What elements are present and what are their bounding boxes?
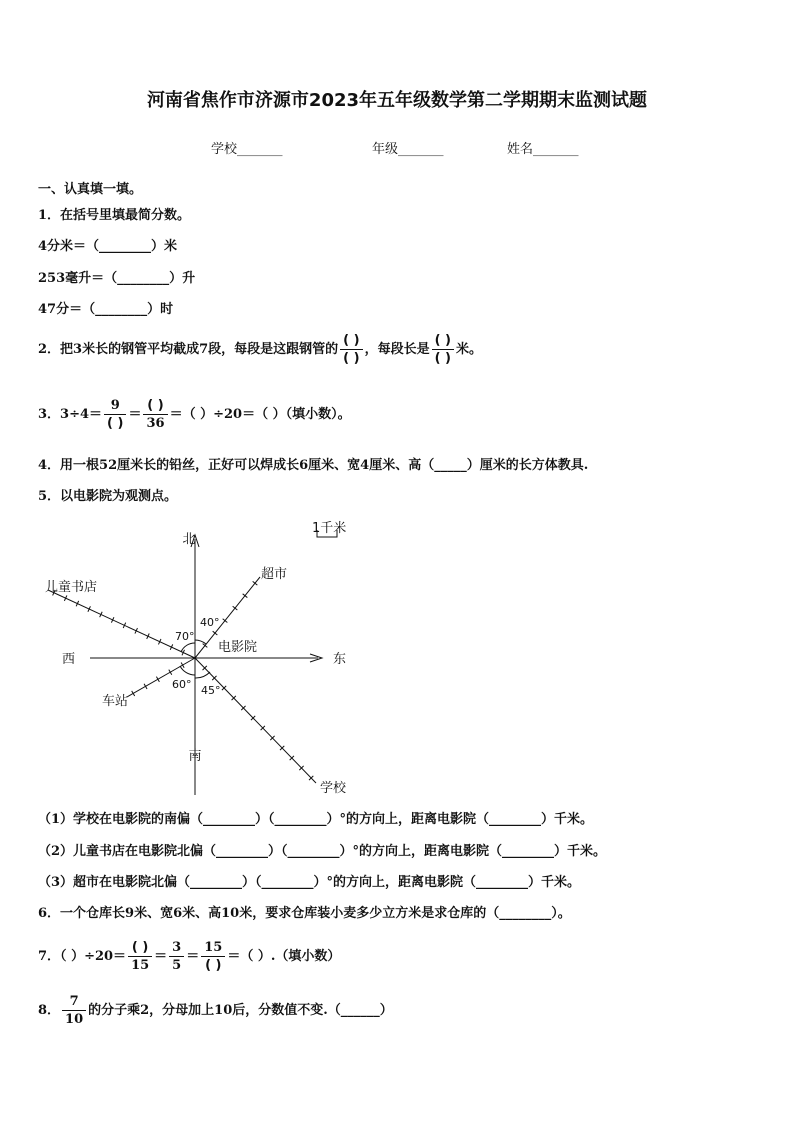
question-8-text-a: 8． — [38, 1002, 61, 1018]
grade-field[interactable]: 年级_______ — [372, 142, 444, 157]
fraction-denominator: 10 — [65, 1012, 84, 1027]
question-3-text-a: 3．3÷4＝ — [38, 406, 103, 422]
question-7-fraction-2 — [169, 939, 184, 974]
east-label: 东 — [333, 652, 347, 667]
fraction-numerator: ( ) — [343, 333, 360, 348]
tick-mark — [169, 670, 172, 675]
question-2 — [38, 332, 482, 367]
fraction-numerator: 9 — [110, 398, 120, 413]
question-8 — [38, 993, 393, 1028]
question-5-stem: 5．以电影院为观测点。 — [38, 489, 178, 504]
question-7 — [38, 939, 340, 974]
fraction-numerator: 3 — [172, 940, 182, 955]
fraction-denominator: ( ) — [205, 958, 222, 973]
fraction-numerator: ( ) — [434, 333, 451, 348]
tick-mark — [144, 684, 147, 689]
question-7-fraction-3 — [201, 939, 225, 974]
direction-diagram — [40, 515, 370, 805]
fraction-denominator: ( ) — [107, 416, 124, 431]
question-1-line-2: 253毫升＝（________）升 — [38, 271, 196, 286]
scale-label: 1千米 — [312, 521, 347, 536]
fraction-denominator: 15 — [131, 958, 150, 973]
equals-sign: ＝ — [186, 948, 200, 964]
tick-mark — [132, 691, 135, 696]
question-5-sub-2: （2）儿童书店在电影院北偏（________）（________）°的方向上，距离电影院（________）千米。 — [38, 844, 607, 859]
question-4: 4．用一根52厘米长的铅丝，正好可以焊成长6厘米、宽4厘米、高（_____）厘米的长方体教具. — [38, 458, 589, 473]
supermarket-label: 超市 — [261, 567, 288, 582]
question-7-text-b: ＝（ ）.（填小数） — [227, 948, 341, 964]
fraction-numerator: ( ) — [131, 940, 149, 955]
fraction-denominator: 36 — [146, 416, 165, 431]
tick-mark — [181, 662, 184, 667]
question-3-fraction-1 — [104, 397, 126, 432]
question-8-fraction — [62, 993, 86, 1028]
question-7-fraction-1 — [128, 939, 152, 974]
angle-arc-bookstore — [181, 643, 195, 652]
station-label: 车站 — [102, 694, 129, 709]
angle-label-bookstore: 70° — [175, 630, 195, 643]
tick-mark — [156, 677, 159, 682]
angle-arc-supermarket — [195, 640, 206, 644]
question-3 — [38, 397, 351, 432]
fraction-denominator: ( ) — [434, 351, 451, 366]
question-5-sub-1: （1）学校在电影院的南偏（________）（________）°的方向上，距离电影院（________）千米。 — [38, 812, 594, 827]
question-6: 6．一个仓库长9米、宽6米、高10米，要求仓库装小麦多少立方米是求仓库的（________）。 — [38, 906, 571, 921]
equals-sign: ＝ — [128, 406, 142, 422]
bookstore-ray — [48, 590, 195, 658]
question-5-sub-3: （3）超市在电影院北偏（________）（________）°的方向上，距离电影院（________）千米。 — [38, 875, 581, 890]
question-2-fraction-1 — [340, 332, 362, 367]
question-2-text-b: ，每段长是 — [364, 341, 430, 357]
question-3-fraction-2 — [143, 397, 167, 432]
angle-arc-station — [180, 666, 195, 675]
question-1-stem: 1．在括号里填最简分数。 — [38, 208, 191, 223]
north-label: 北 — [182, 532, 196, 547]
fraction-denominator: ( ) — [343, 351, 360, 366]
page-title: 河南省焦作市济源市2023年五年级数学第二学期期末监测试题 — [146, 90, 648, 111]
south-label: 南 — [188, 749, 202, 764]
name-field[interactable]: 姓名_______ — [507, 142, 579, 157]
angle-label-school: 45° — [201, 684, 221, 697]
question-1-line-3: 47分＝（________）时 — [38, 302, 174, 317]
bookstore-label: 儿童书店 — [45, 580, 98, 595]
school-ray — [195, 658, 316, 783]
school-label: 学校 — [320, 781, 347, 796]
angle-label-station: 60° — [172, 678, 192, 691]
fraction-numerator: ( ) — [147, 398, 164, 413]
fraction-numerator: 15 — [204, 940, 223, 955]
question-2-fraction-2 — [432, 332, 454, 367]
question-1-line-1: 4分米＝（________）米 — [38, 239, 178, 254]
question-2-text-a: 2．把3米长的钢管平均截成7段，每段是这跟钢管的 — [38, 341, 339, 357]
question-3-text-b: ＝（ ）÷20＝（ ）（填小数）。 — [169, 406, 351, 422]
school-field[interactable]: 学校_______ — [211, 142, 283, 157]
fraction-numerator: 7 — [69, 994, 79, 1009]
center-label: 电影院 — [218, 640, 258, 655]
west-label: 西 — [62, 652, 76, 667]
angle-label-supermarket: 40° — [200, 616, 220, 629]
question-7-text-a: 7．（ ）÷20＝ — [38, 948, 127, 964]
question-2-text-c: 米。 — [456, 341, 483, 357]
fraction-denominator: 5 — [172, 958, 182, 973]
equals-sign: ＝ — [154, 948, 168, 964]
angle-arc-school — [195, 672, 210, 678]
question-8-text-b: 的分子乘2，分母加上10后，分数值不变.（______） — [88, 1002, 393, 1018]
section-heading: 一、认真填一填。 — [38, 182, 143, 197]
